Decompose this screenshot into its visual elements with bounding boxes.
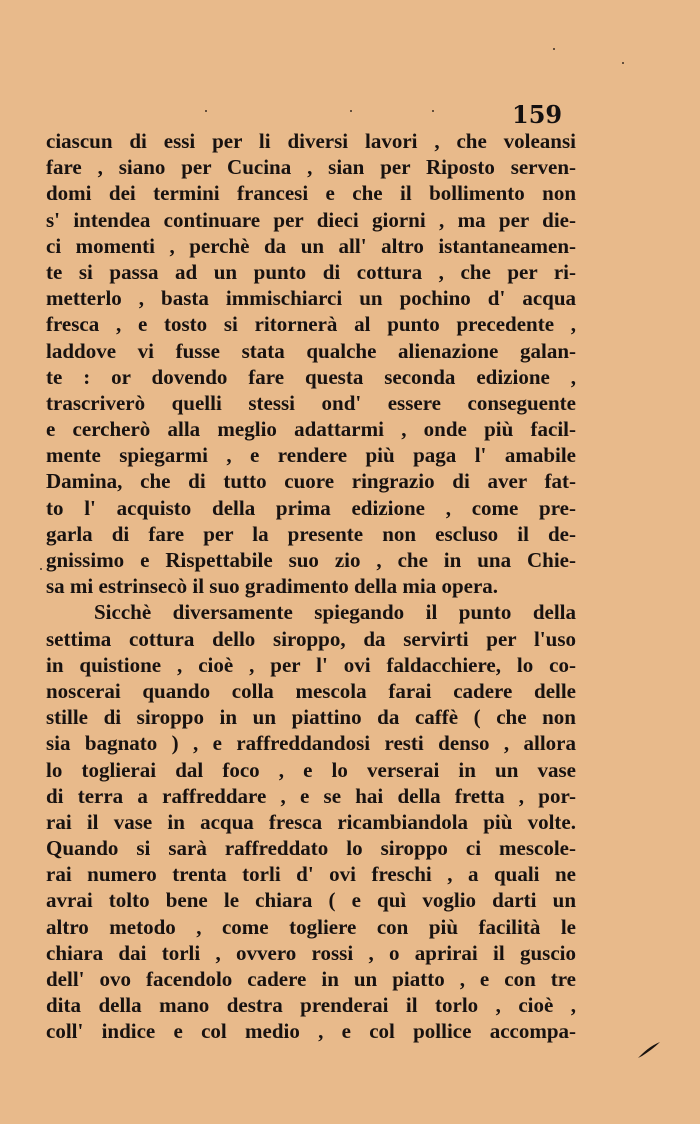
- ink-flourish: [636, 1040, 662, 1060]
- print-speck: [622, 62, 624, 64]
- text-line: di terra a raffreddare , e se hai della fretta , por-: [46, 783, 576, 808]
- text-line: rai numero trenta torli d' ovi freschi , a quali ne: [46, 862, 576, 887]
- text-line: laddove vi fusse stata qualche alienazione galan-: [46, 338, 576, 363]
- text-line: fare , siano per Cucina , sian per Riposto serven-: [46, 155, 576, 180]
- text-line: chiara dai torli , ovvero rossi , o aprirai il guscio: [46, 940, 576, 965]
- text-line: domi dei termini francesi e che il bollimento non: [46, 181, 576, 206]
- text-line: sa mi estrinsecò il suo gradimento della mia opera.: [46, 574, 499, 599]
- print-speck: [553, 48, 555, 50]
- print-speck: [350, 110, 352, 112]
- page-number: 159: [512, 100, 563, 129]
- text-line: noscerai quando colla mescola farai cadere delle: [46, 678, 576, 703]
- text-line: fresca , e tosto si ritornerà al punto precedente ,: [46, 312, 576, 337]
- text-line: coll' indice e col medio , e col pollice accompa-: [46, 1019, 576, 1044]
- text-line: altro metodo , come togliere con più facilità le: [46, 914, 576, 939]
- text-line: dita della mano destra prenderai il torlo , cioè ,: [46, 993, 576, 1018]
- text-line: s' intendea continuare per dieci giorni , ma per die-: [46, 207, 576, 232]
- text-line: te si passa ad un punto di cottura , che per ri-: [46, 259, 576, 284]
- text-line: gnissimo e Rispettabile suo zio , che in una Chie-: [46, 548, 576, 572]
- print-speck: [205, 110, 207, 112]
- text-line: avrai tolto bene le chiara ( e quì voglio darti un: [46, 888, 576, 913]
- text-line: Quando si sarà raffreddato lo siroppo ci mescole-: [46, 836, 576, 861]
- print-speck: [432, 110, 434, 112]
- text-line: mente spiegarmi , e rendere più paga l' amabile: [46, 443, 576, 468]
- print-speck: [40, 568, 42, 570]
- text-line: dell' ovo facendolo cadere in un piatto , e con tre: [46, 967, 576, 991]
- text-line: lo toglierai dal foco , e lo verserai in un vase: [46, 757, 576, 782]
- text-line: ci momenti , perchè da un all' altro istantaneamen-: [46, 233, 576, 258]
- text-line: trascriverò quelli stessi ond' essere conseguente: [46, 390, 576, 415]
- body-text: [46, 128, 576, 1045]
- text-line: Damina, che di tutto cuore ringrazio di aver fat-: [46, 469, 576, 494]
- text-line: e cercherò alla meglio adattarmi , onde più facil-: [46, 417, 576, 442]
- text-line: to l' acquisto della prima edizione , come pre-: [46, 495, 576, 520]
- text-line: Sicchè diversamente spiegando il punto della: [94, 600, 576, 625]
- text-line: ciascun di essi per li diversi lavori , che voleansi: [46, 129, 576, 153]
- text-line: sia bagnato ) , e raffreddandosi resti denso , allora: [46, 731, 576, 756]
- text-line: stille di siroppo in un piattino da caffè ( che non: [46, 705, 576, 730]
- text-line: te : or dovendo fare questa seconda edizione ,: [46, 364, 576, 389]
- text-line: metterlo , basta immischiarci un pochino d' acqua: [46, 286, 576, 311]
- text-line: rai il vase in acqua fresca ricambiandola più volte.: [46, 809, 576, 834]
- text-line: in quistione , cioè , per l' ovi faldacchiere, lo co-: [46, 652, 576, 677]
- text-line: settima cottura dello siroppo, da servirti per l'uso: [46, 626, 576, 651]
- text-line: garla di fare per la presente non escluso il de-: [46, 521, 576, 546]
